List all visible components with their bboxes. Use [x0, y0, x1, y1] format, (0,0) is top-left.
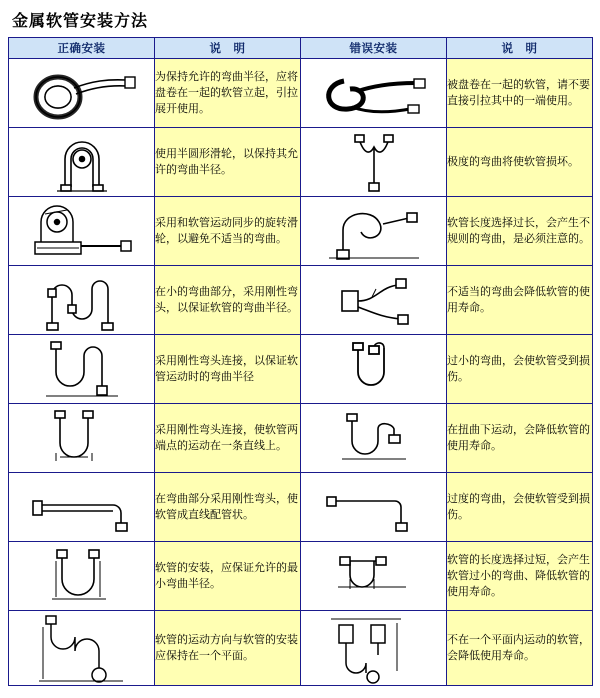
torsion-bend-icon: [301, 404, 447, 473]
out-of-plane-movement-icon: [301, 611, 447, 686]
table-row: [9, 542, 593, 611]
page-title: 金属软管安装方法: [12, 11, 149, 30]
note-text: 极度的弯曲将使软管损坏。: [447, 128, 593, 197]
too-long-hose-icon: [301, 542, 447, 611]
note-text: 采用刚性弯头连接，使软管两端点的运动在一条直线上。: [155, 404, 301, 473]
table-row: [9, 611, 593, 686]
table-row: [9, 128, 593, 197]
note-text: 在小的弯曲部分，采用刚性弯头，以保证软管的弯曲半径。: [155, 266, 301, 335]
note-text: 被盘卷在一起的软管，请不要直接引拉其中的一端使用。: [447, 59, 593, 128]
note-text: 使用半圆形滑轮，以保持其允许的弯曲半径。: [155, 128, 301, 197]
rigid-elbow-connection-icon: [9, 335, 155, 404]
rotating-pulley-icon: [9, 197, 155, 266]
min-bend-radius-install-icon: [9, 542, 155, 611]
same-plane-movement-icon: [9, 611, 155, 686]
note-text: 过度的弯曲，会使软管受到损伤。: [447, 473, 593, 542]
u-shape-straight-line-icon: [9, 404, 155, 473]
column-header-correct-install: 正确安装: [9, 38, 155, 59]
table-row: [9, 266, 593, 335]
table-row: [9, 473, 593, 542]
note-text: 软管长度选择过长，会产生不规则的弯曲，是必须注意的。: [447, 197, 593, 266]
note-text: 在弯曲部分采用刚性弯头，使软管成直线配管状。: [155, 473, 301, 542]
excessive-bend-icon: [301, 473, 447, 542]
installation-methods-table: [8, 37, 593, 686]
long-hose-loop-icon: [301, 197, 447, 266]
table-row: [9, 59, 593, 128]
improper-bend-icon: [301, 266, 447, 335]
coiled-hose-icon: [9, 59, 155, 128]
table-row: [9, 335, 593, 404]
semicircular-pulley-icon: [9, 128, 155, 197]
note-text: 过小的弯曲，会使软管受到损伤。: [447, 335, 593, 404]
note-text: 在扭曲下运动，会降低软管的使用寿命。: [447, 404, 593, 473]
straight-pipe-rigid-elbow-icon: [9, 473, 155, 542]
table-row: [9, 404, 593, 473]
table-header-row: [9, 38, 593, 59]
sharp-bend-hose-icon: [301, 128, 447, 197]
column-header-correct-note: 说 明: [155, 38, 301, 59]
table-row: [9, 197, 593, 266]
note-text: 为保持允许的弯曲半径，应将盘卷在一起的软管立起，引拉展开使用。: [155, 59, 301, 128]
rigid-bend-small-radius-icon: [9, 266, 155, 335]
column-header-wrong-install: 错误安装: [301, 38, 447, 59]
note-text: 软管的安装，应保证允许的最小弯曲半径。: [155, 542, 301, 611]
note-text: 不在一个平面内运动的软管，会降低使用寿命。: [447, 611, 593, 686]
coiled-hose-pulled-icon: [301, 59, 447, 128]
note-text: 采用刚性弯头连接，以保证软管运动时的弯曲半径: [155, 335, 301, 404]
note-text: 采用和软管运动同步的旋转滑轮，以避免不适当的弯曲。: [155, 197, 301, 266]
note-text: 软管的运动方向与软管的安装应保持在一个平面。: [155, 611, 301, 686]
note-text: 不适当的弯曲会降低软管的使用寿命。: [447, 266, 593, 335]
too-small-bend-icon: [301, 335, 447, 404]
note-text: 软管的长度选择过短，会产生软管过小的弯曲、降低软管的使用寿命。: [447, 542, 593, 611]
column-header-wrong-note: 说 明: [447, 38, 593, 59]
